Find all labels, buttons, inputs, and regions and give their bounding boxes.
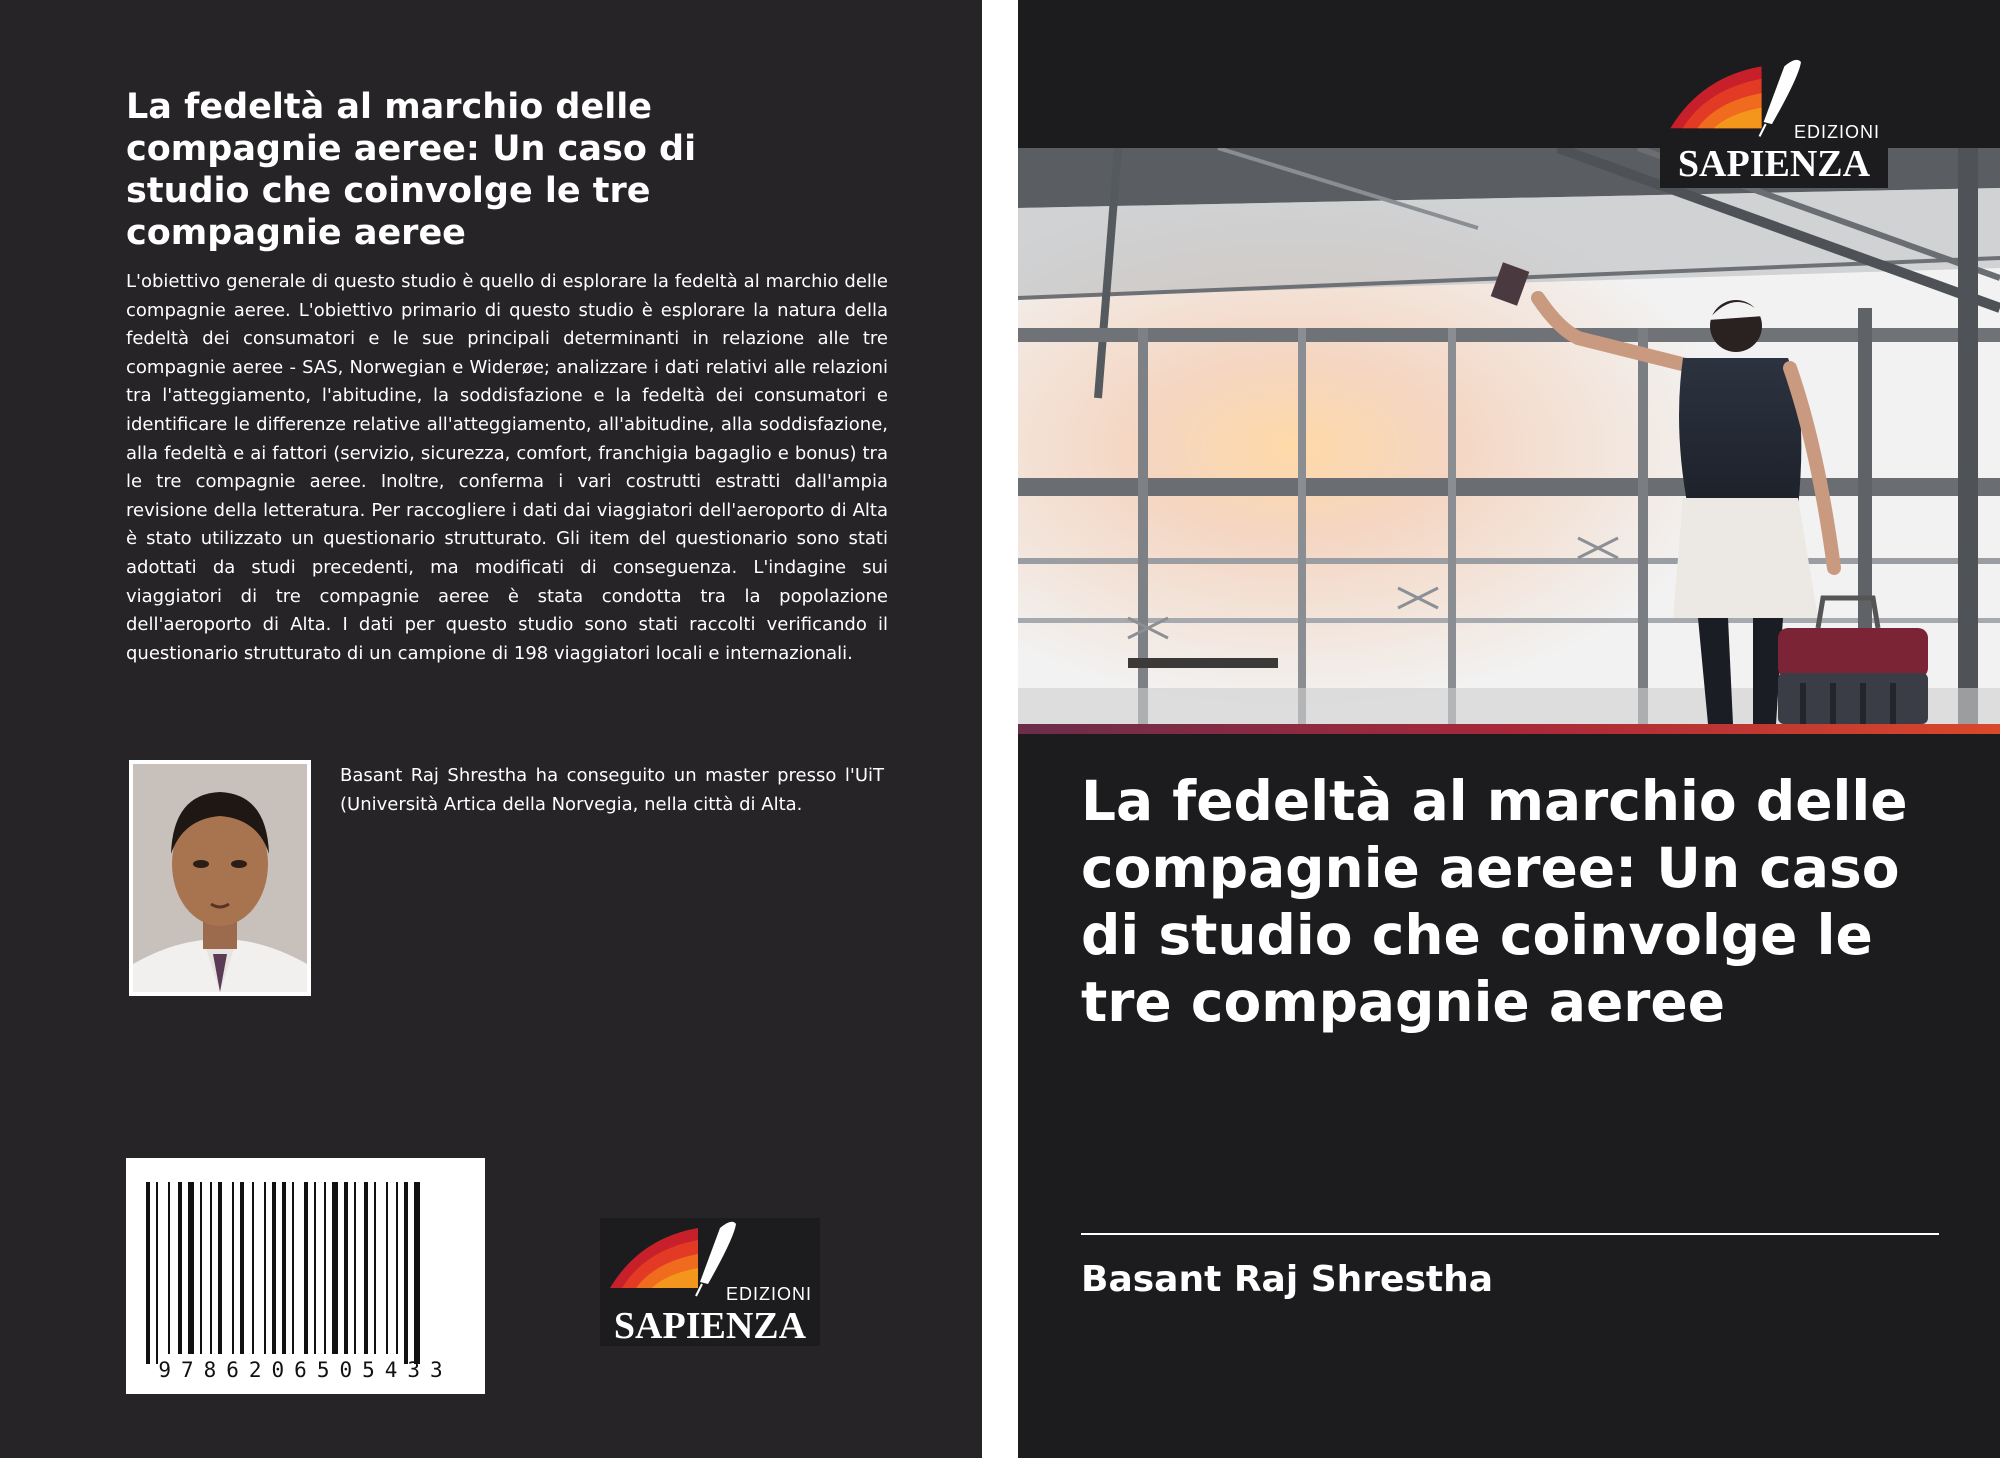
barcode-bar	[210, 1182, 212, 1354]
barcode-bar	[324, 1182, 326, 1354]
publisher-line2-front: SAPIENZA	[1677, 143, 1871, 185]
publisher-line1-front: EDIZIONI	[1793, 122, 1880, 142]
publisher-logo-front	[1660, 56, 1888, 188]
back-cover-blurb: L'obiettivo generale di questo studio è quello di esplorare la fedeltà al marchio delle compagnie aeree. L'obiettivo primario di questo studio è esplorare la natura della fedeltà dei consumatori e le sue principali determinanti in relazione alle tre compagnie aeree - SAS, Norwegian e Widerøe; analizzare i dati relativi alle relazioni tra l'atteggiamento, l'abitudine, la soddisfazione e la fedeltà dei consumatori e identificare le differenze relative all'atteggiamento, all'abitudine, alla soddisfazione, alla fedeltà e ai fattori (servizio, sicurezza, comfort, franchigia bagaglio e bonus) tra le tre compagnie aeree. Inoltre, conferma i vari costrutti estratti dall'ampia revisione della letteratura. Per raccogliere i dati dai viaggiatori dell'aeroporto di Alta è stato utilizzato un questionario strutturato. Gli item del questionario sono stati adottati da studi precedenti, ma modificati di conseguenza. L'indagine sui viaggiatori di tre compagnie aeree è stata condotta tra la popolazione dell'aeroporto di Alta. I dati per questo studio sono stati raccolti verificando il questionario strutturato di un campione di 198 viaggiatori locali e internazionali.	[126, 271, 888, 664]
barcode-bar	[364, 1182, 368, 1354]
barcode-bar	[354, 1182, 356, 1354]
cover-accent-stripe	[1018, 724, 2000, 734]
barcode-bar	[178, 1182, 182, 1354]
barcode-bar	[332, 1182, 338, 1354]
publisher-line2: SAPIENZA	[613, 1305, 807, 1347]
barcode-bar	[232, 1182, 234, 1354]
barcode-bar	[146, 1182, 150, 1364]
front-cover-author: Basant Raj Shrestha	[1081, 1259, 1493, 1300]
barcode-bar	[396, 1182, 398, 1354]
barcode-digits: 9786206505433	[158, 1358, 453, 1382]
barcode-bar	[168, 1182, 170, 1354]
publisher-logo-back	[600, 1218, 820, 1346]
title-divider	[1081, 1233, 1939, 1235]
barcode-bar	[314, 1182, 316, 1354]
barcode-bar	[292, 1182, 294, 1354]
front-cover-title: La fedeltà al marchio delle compagnie aeree: Un caso di studio che coinvolge le tre compagnie aeree	[1081, 769, 1908, 1034]
barcode-bar	[218, 1182, 222, 1354]
barcode-bar	[252, 1182, 254, 1354]
publisher-line1: EDIZIONI	[725, 1284, 812, 1304]
barcode-bar	[344, 1182, 348, 1354]
author-photo	[129, 760, 311, 996]
barcode-bar	[264, 1182, 266, 1354]
barcode-bar	[272, 1182, 276, 1354]
back-cover	[0, 0, 982, 1458]
barcode-bar	[404, 1182, 408, 1364]
barcode-bar	[282, 1182, 286, 1354]
barcode-bar	[414, 1182, 420, 1364]
barcode-bar	[386, 1182, 388, 1354]
isbn-barcode	[126, 1158, 485, 1394]
barcode-bar	[240, 1182, 244, 1354]
barcode-bar	[156, 1182, 158, 1364]
barcode-bar	[304, 1182, 308, 1354]
spine	[982, 0, 1018, 1458]
cover-photo-airport	[1018, 148, 2000, 724]
barcode-bar	[200, 1182, 202, 1354]
author-bio: Basant Raj Shrestha ha conseguito un master presso l'UiT (Università Artica della Norvegia, nella città di Alta.	[340, 765, 884, 815]
barcode-bar	[374, 1182, 376, 1354]
back-cover-title: La fedeltà al marchio delle compagnie aeree: Un caso di studio che coinvolge le tre compagnie aeree	[126, 87, 697, 253]
barcode-bar	[188, 1182, 194, 1354]
